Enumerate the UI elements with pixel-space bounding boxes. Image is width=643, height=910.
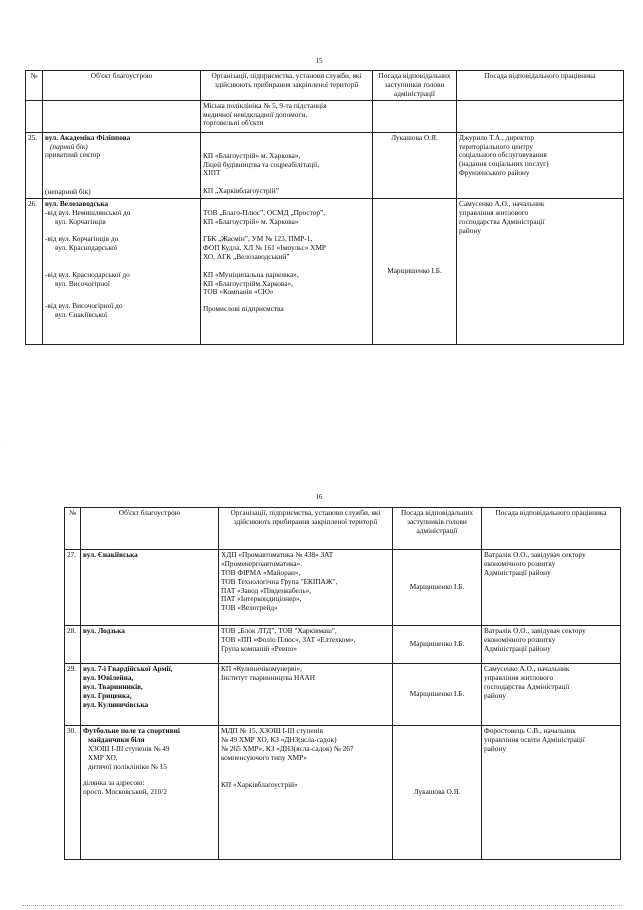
org-line: ТОВ ФІРМА «Майоран»,	[221, 567, 301, 577]
deputy-cell: Лукашова О.Я.	[373, 132, 457, 199]
table-page-16	[64, 507, 621, 860]
org-line: МДП № 15, ХЗОШ І-ІІІ ступенів	[221, 726, 323, 735]
header-object: Об'єкт благоустрою	[43, 71, 201, 101]
org-line: торговельні об'єкти	[203, 118, 264, 128]
org-cell	[201, 132, 373, 199]
object-title: вул. Академіка Філіппова	[45, 132, 131, 142]
responsible-cell	[457, 132, 624, 199]
table-header-row	[26, 71, 624, 101]
deputy-cell: Марщишенко І.Б.	[373, 199, 457, 345]
row-number: 27.	[65, 550, 81, 626]
margin-mark: ·	[4, 440, 6, 446]
deputy-cell: Лукашова О.Я.	[393, 726, 482, 860]
org-line: КП «Харківблагоустрій»	[221, 779, 298, 789]
row-number: 25.	[26, 132, 43, 199]
object-line: вул. Ювілейна,	[83, 672, 134, 682]
org-line: Інститут тваринництва НААН	[221, 672, 316, 682]
resp-line: району	[484, 690, 506, 700]
object-sub: (парний бік)	[50, 141, 88, 151]
table-row	[26, 199, 624, 345]
object-cell	[81, 726, 219, 860]
org-cell	[219, 550, 393, 626]
object-title: вул. Велозаводська	[45, 199, 109, 209]
object-cell: вул. Лодзька	[81, 626, 219, 664]
resp-line: району	[459, 225, 481, 235]
header-object: Об'єкт благоустрою	[81, 508, 219, 550]
org-line: ХІПТ	[203, 168, 221, 178]
org-line: № 49 ХМР ХО, КЗ «ДНЗ(ясла-садок)	[221, 734, 337, 744]
resp-line: господарства Адміністрації	[459, 217, 545, 227]
object-line: вул. Гриценка,	[83, 690, 132, 700]
row-number: 26.	[26, 199, 43, 345]
page-number: 16	[315, 493, 323, 501]
table-row	[65, 664, 621, 726]
resp-line: територіального центру	[459, 141, 534, 151]
object-cell: вул. Єнакіївська	[81, 550, 219, 626]
object-line: приватний сектор	[45, 150, 100, 160]
responsible-cell	[482, 626, 621, 664]
resp-line: (надання соціальних послуг)	[459, 159, 549, 169]
org-line: компенсуючого типу ХМР»	[221, 752, 308, 762]
header-organizations: Організації, підприємства, установи служби, які здійснюють прибирання закріпленої території	[219, 508, 393, 550]
object-line: вул. Кулиничівська	[83, 699, 149, 709]
header-deputy: Посада відповідальних заступників голови адміністрації	[373, 71, 457, 101]
resp-line: управління житлового	[459, 208, 529, 218]
page-number: 15	[315, 57, 323, 65]
object-cell	[43, 132, 201, 199]
object-line: вул. 7-ї Гвардійської Армії,	[83, 664, 173, 673]
object-title: майданчики біля	[88, 734, 145, 744]
responsible-cell	[482, 726, 621, 860]
org-line: ХДП «Промавтоматика № 438» ЗАТ	[221, 550, 334, 559]
resp-line: Форостовець С.В., начальник	[484, 726, 576, 735]
table-header-row	[65, 508, 621, 550]
org-line: ТОВ „Блок ЛТД”, ТОВ "Харківмаш",	[221, 626, 337, 635]
object-line: вул. Краснодарської	[55, 242, 118, 252]
object-cell	[43, 199, 201, 345]
object-cell	[81, 664, 219, 726]
object-line: -від вул. Немишлянської до	[45, 208, 131, 218]
org-line: ПАТ «Інтеркондиціонер»,	[221, 594, 302, 604]
row-number: 29.	[65, 664, 81, 726]
header-organizations: Організації, підприємства, установи служби, які здійснюють прибирання закріпленої території	[201, 71, 373, 101]
org-line: КП «Кулиничікомунерві»,	[221, 664, 302, 673]
object-line: ХМР ХО,	[88, 752, 118, 762]
deputy-cell: Марщишенко І.Б.	[393, 664, 482, 726]
resp-line: господарства Адміністрації	[484, 681, 570, 691]
object-line: вул. Тваринників,	[83, 681, 143, 691]
object-line: -від вул. Корчагінців до	[45, 233, 119, 243]
org-line: КП «Благоустрій» м. Харкова»	[203, 217, 299, 227]
resp-line: району	[484, 743, 506, 753]
resp-line: соціального обслуговування	[459, 150, 547, 160]
org-line: КП «Муніципальна парковка»,	[203, 269, 299, 279]
object-line: дитячої поліклініки № 15	[88, 761, 167, 771]
table-row	[65, 626, 621, 664]
org-line: КП «Благоустрійм.Харкова»,	[203, 278, 293, 288]
table-row	[65, 550, 621, 626]
resp-line: Фрунзенського району	[459, 168, 530, 178]
org-line: ТОВ «Компанія «СЮ»	[203, 287, 274, 297]
resp-line: Ватралік О.О., завідувач сектору	[484, 550, 586, 559]
object-title: Футбольне поле та спортивні	[83, 726, 180, 735]
resp-line: економічного розвитку	[484, 634, 556, 644]
header-responsible: Посада відповідального працівника	[457, 71, 624, 101]
object-line: вул. Височогірної	[55, 278, 110, 288]
header-num: №	[26, 71, 43, 101]
resp-line: Ватралік О.О., завідувач сектору	[484, 626, 586, 635]
org-line: ТОВ «Велотрейд»	[221, 603, 278, 613]
org-line: Ліцей будівництва та соцреабілітації,	[203, 159, 320, 169]
org-cell	[201, 100, 373, 132]
bottom-divider	[22, 905, 622, 906]
org-line: Промислові підприємства	[203, 304, 284, 314]
responsible-cell	[482, 550, 621, 626]
org-line: ТОВ Технологічна Група "ЕКІПАЖ",	[221, 576, 338, 586]
resp-line: управління освіти Адміністрації	[484, 734, 585, 744]
table-row	[26, 132, 624, 199]
resp-line: Самусенко А.О., начальник	[459, 199, 545, 209]
resp-line: економічного розвитку	[484, 558, 556, 568]
org-line: «Променергоавтоматика».	[221, 558, 303, 568]
deputy-cell: Марщишенко І.Б.	[393, 626, 482, 664]
object-line: -від вул. Краснодарської до	[45, 269, 130, 279]
row-number: 28.	[65, 626, 81, 664]
org-line: Група компаній «Реипо»	[221, 643, 297, 653]
org-cell	[201, 199, 373, 345]
resp-line: Адміністрації району	[484, 643, 551, 653]
table-row	[65, 726, 621, 860]
object-line: (непарний бік)	[45, 187, 91, 197]
object-line: вул. Єнакіївської	[55, 310, 108, 320]
org-line: КП „Харківблагоустрій”	[203, 186, 279, 196]
org-cell	[219, 626, 393, 664]
resp-line: управління житлового	[484, 672, 554, 682]
header-responsible: Посада відповідального працівника	[482, 508, 621, 550]
org-line: ФОП Кудла, ХЛ № 161 «Імпульс» ХМР	[203, 242, 326, 252]
header-deputy: Посада відповідальних заступників голови адміністрації	[393, 508, 482, 550]
org-line: Міська поліклініка № 5, 9-та підстанція	[203, 100, 327, 110]
org-line: ТОВ «ПП «Фоліо Плюс», ЗАТ «Елтехком»,	[221, 634, 356, 644]
org-line: КП «Благоустрій» м. Харкова»,	[203, 150, 301, 160]
object-line: вул. Корчагінців	[55, 217, 106, 227]
table-page-15	[25, 70, 624, 345]
resp-line: Джурило Т.А., директор	[459, 132, 534, 142]
responsible-cell	[457, 199, 624, 345]
resp-line: Самусенко А.О., начальник	[484, 664, 570, 673]
org-line: медичної невідкладної допомоги,	[203, 109, 308, 119]
responsible-cell	[482, 664, 621, 726]
org-line: ТОВ „Благо-Плюс”, ОСМД „Простор”,	[203, 208, 326, 218]
object-line: ділянка за адресою:	[83, 778, 145, 788]
org-cell	[219, 664, 393, 726]
org-line: ПАТ «Завод «Південкабель»,	[221, 585, 312, 595]
table-row	[26, 100, 624, 132]
org-line: ГБК „Жасмін”, УМ № 123, ПМР-1,	[203, 234, 313, 244]
deputy-cell: Марщишенко І.Б.	[393, 550, 482, 626]
org-line: ХО, АГК „Велозаводський”	[203, 251, 290, 261]
object-line: просп. Московський, 210/2	[83, 787, 167, 797]
org-line: № 265 ХМР», КЗ «ДНЗ(ясла-садок) № 267	[221, 743, 354, 753]
row-number: 30.	[65, 726, 81, 860]
org-cell	[219, 726, 393, 860]
header-num: №	[65, 508, 81, 550]
object-line: -від вул. Височогірної до	[45, 301, 123, 311]
resp-line: Адміністрації району	[484, 567, 551, 577]
object-line: ХЗОШ І-ІІІ ступенів № 49	[88, 743, 170, 753]
